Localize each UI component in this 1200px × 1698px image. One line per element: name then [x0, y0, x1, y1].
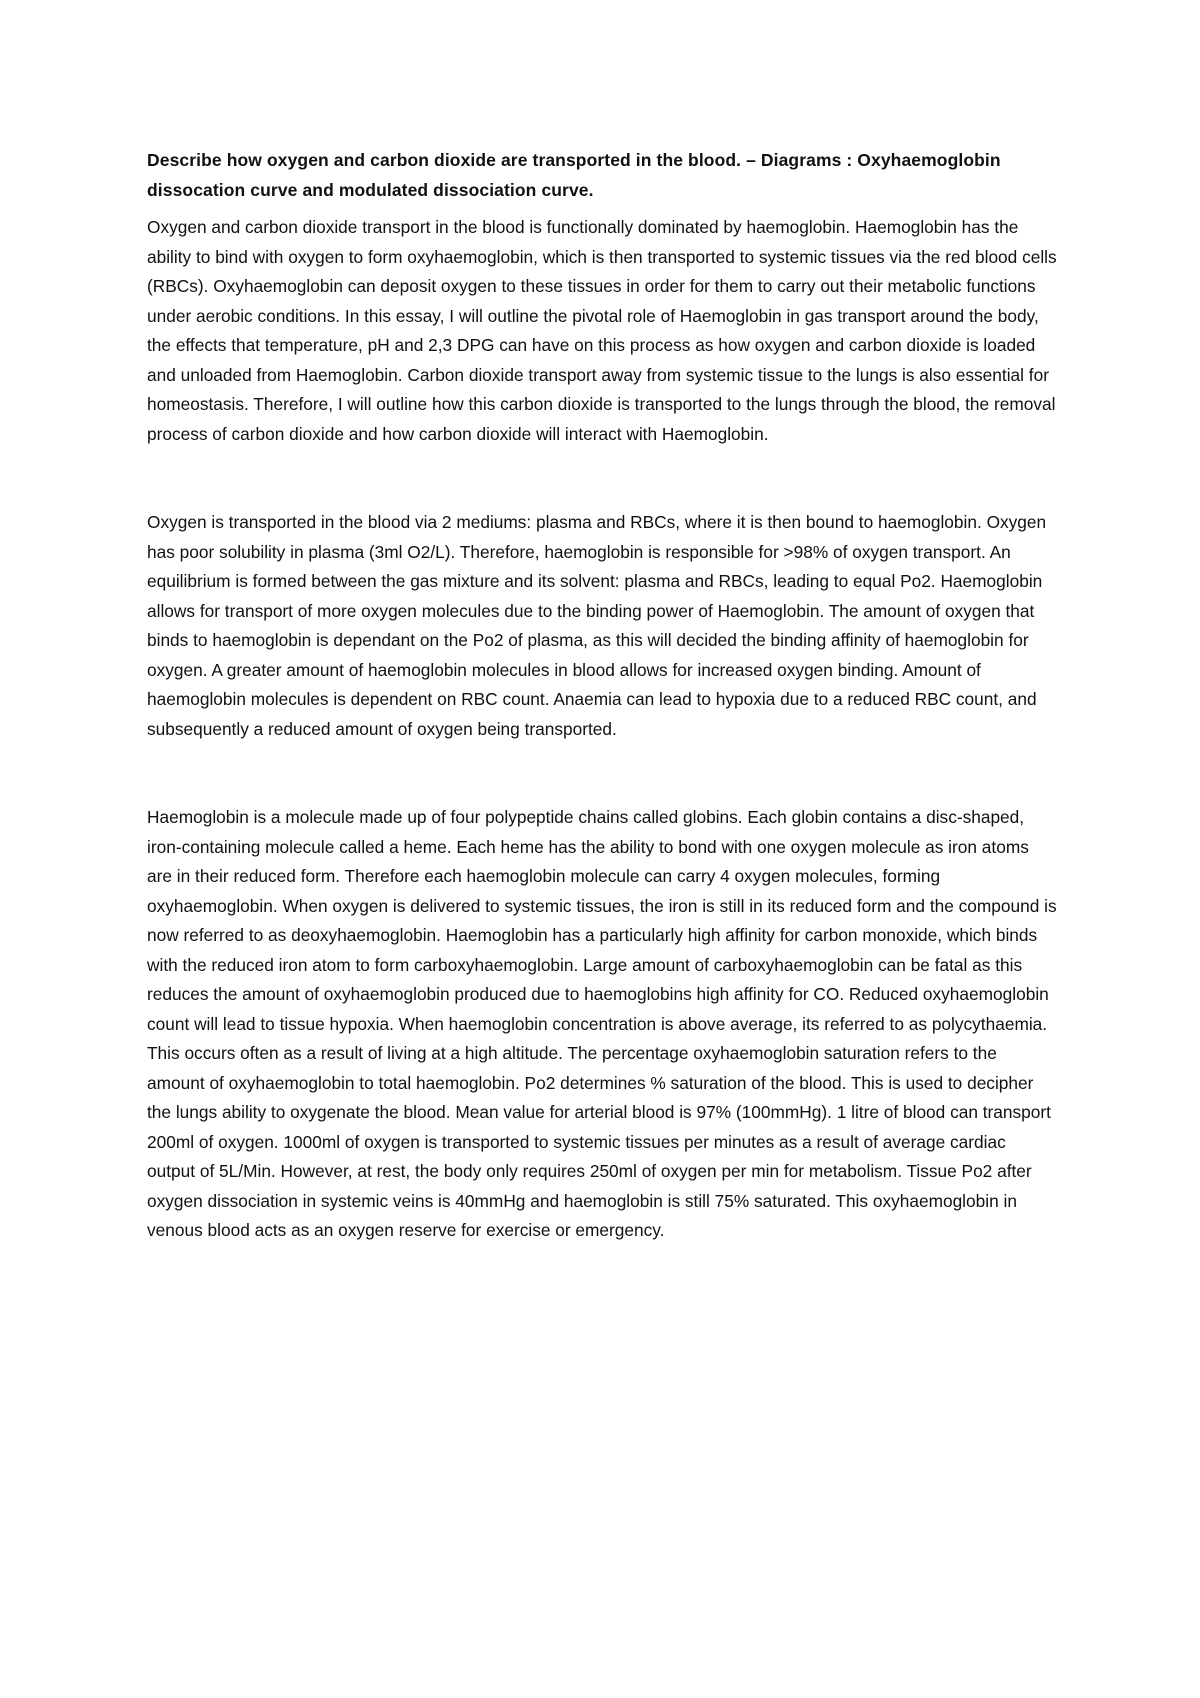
document-title: Describe how oxygen and carbon dioxide are transported in the blood. – Diagrams : Oxyhaemoglobin dissocation curve and modulated dissociation curve. [147, 150, 1001, 200]
paragraph-introduction: Oxygen and carbon dioxide transport in the blood is functionally dominated by haemoglobin. Haemoglobin has the ability to bind with oxygen to form oxyhaemoglobin, which is then transported to systemic tissues via the red blood cells (RBCs). Oxyhaemoglobin can deposit oxygen to these tissues in order for them to carry out their metabolic functions under aerobic conditions. In this essay, I will outline the pivotal role of Haemoglobin in gas transport around the body, the effects that temperature, pH and 2,3 DPG can have on this process as how oxygen and carbon dioxide is loaded and unloaded from Haemoglobin. Carbon dioxide transport away from systemic tissue to the lungs is also essential for homeostasis. Therefore, I will outline how this carbon dioxide is transported to the lungs through the blood, the removal process of carbon dioxide and how carbon dioxide will interact with Haemoglobin. [147, 217, 1057, 444]
paragraph-oxygen-transport: Oxygen is transported in the blood via 2 mediums: plasma and RBCs, where it is then bound to haemoglobin. Oxygen has poor solubility in plasma (3ml O2/L). Therefore, haemoglobin is responsible for >98% of oxygen transport. An equilibrium is formed between the gas mixture and its solvent: plasma and RBCs, leading to equal Po2. Haemoglobin allows for transport of more oxygen molecules due to the binding power of Haemoglobin. The amount of oxygen that binds to haemoglobin is dependant on the Po2 of plasma, as this will decided the binding affinity of haemoglobin for oxygen. A greater amount of haemoglobin molecules in blood allows for increased oxygen binding. Amount of haemoglobin molecules is dependent on RBC count. Anaemia can lead to hypoxia due to a reduced RBC count, and subsequently a reduced amount of oxygen being transported. [147, 512, 1047, 739]
document-body [147, 146, 1057, 1246]
paragraph-haemoglobin: Haemoglobin is a molecule made up of four polypeptide chains called globins. Each globin contains a disc-shaped, iron-containing molecule called a heme. Each heme has the ability to bond with one oxygen molecule as iron atoms are in their reduced form. Therefore each haemoglobin molecule can carry 4 oxygen molecules, forming oxyhaemoglobin. When oxygen is delivered to systemic tissues, the iron is still in its reduced form and the compound is now referred to as deoxyhaemoglobin. Haemoglobin has a particularly high affinity for carbon monoxide, which binds with the reduced iron atom to form carboxyhaemoglobin. Large amount of carboxyhaemoglobin can be fatal as this reduces the amount of oxyhaemoglobin produced due to haemoglobins high affinity for CO. Reduced oxyhaemoglobin count will lead to tissue hypoxia. When haemoglobin concentration is above average, its referred to as polycythaemia. This occurs often as a result of living at a high altitude. The percentage oxyhaemoglobin saturation refers to the amount of oxyhaemoglobin to total haemoglobin. Po2 determines % saturation of the blood. This is used to decipher the lungs ability to oxygenate the blood. Mean value for arterial blood is 97% (100mmHg). 1 litre of blood can transport 200ml of oxygen. 1000ml of oxygen is transported to systemic tissues per minutes as a result of average cardiac output of 5L/Min. However, at rest, the body only requires 250ml of oxygen per min for metabolism. Tissue Po2 after oxygen dissociation in systemic veins is 40mmHg and haemoglobin is still 75% saturated. This oxyhaemoglobin in venous blood acts as an oxygen reserve for exercise or emergency. [147, 807, 1057, 1240]
